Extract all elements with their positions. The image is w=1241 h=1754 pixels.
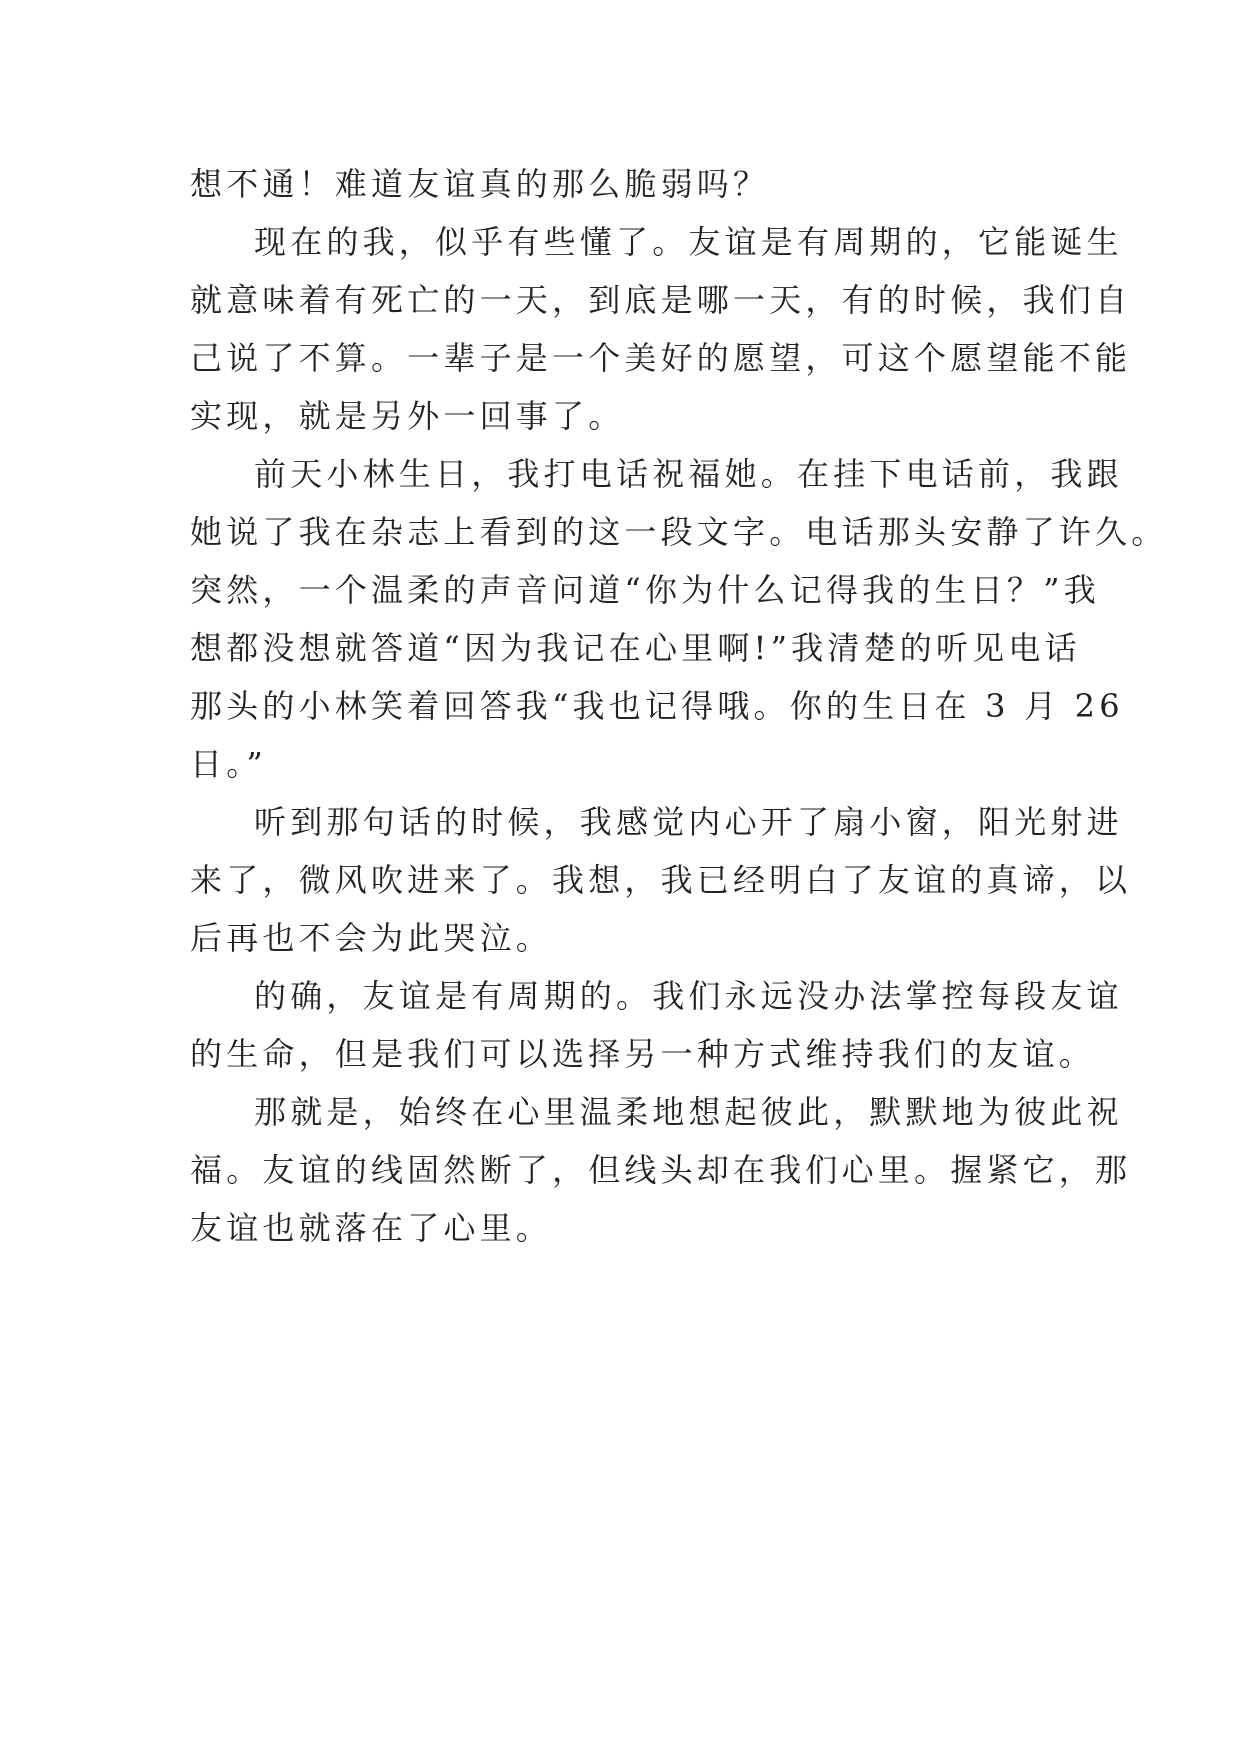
text-line: 想不通！难道友谊真的那么脆弱吗？ bbox=[190, 165, 770, 203]
paragraph bbox=[190, 213, 1132, 445]
text-line: 来了，微风吹进来了。我想，我已经明白了友谊的真谛，以 bbox=[190, 861, 1132, 899]
paragraph bbox=[190, 155, 1052, 213]
document-body bbox=[190, 155, 1168, 1257]
paragraph bbox=[190, 1083, 1132, 1257]
text-line: 前天小林生日，我打电话祝福她。在挂下电话前，我跟 bbox=[254, 455, 1123, 493]
text-line: 友谊也就落在了心里。 bbox=[190, 1209, 553, 1247]
text-line: 福。友谊的线固然断了，但线头却在我们心里。握紧它，那 bbox=[190, 1151, 1132, 1189]
text-line: 日。” bbox=[190, 745, 267, 783]
text-line: 现在的我，似乎有些懂了。友谊是有周期的，它能诞生 bbox=[254, 223, 1123, 261]
text-line: 想都没想就答道“因为我记在心里啊!”我清楚的听见电话 bbox=[190, 629, 1081, 667]
text-line: 听到那句话的时候，我感觉内心开了扇小窗，阳光射进 bbox=[254, 803, 1123, 841]
paragraph bbox=[190, 445, 1168, 793]
paragraph bbox=[190, 967, 1123, 1083]
text-line: 她说了我在杂志上看到的这一段文字。电话那头安静了许久。 bbox=[190, 513, 1168, 551]
text-line: 就意味着有死亡的一天，到底是哪一天，有的时候，我们自 bbox=[190, 281, 1132, 319]
text-line: 己说了不算。一辈子是一个美好的愿望，可这个愿望能不能 bbox=[190, 339, 1132, 377]
text-line: 后再也不会为此哭泣。 bbox=[190, 919, 553, 957]
text-line: 那头的小林笑着回答我“我也记得哦。你的生日在 3 月 26 bbox=[190, 687, 1124, 725]
text-line: 那就是，始终在心里温柔地想起彼此，默默地为彼此祝 bbox=[254, 1093, 1123, 1131]
paragraph bbox=[190, 793, 1132, 967]
text-line: 的生命，但是我们可以选择另一种方式维持我们的友谊。 bbox=[190, 1035, 1096, 1073]
text-line: 实现，就是另外一回事了。 bbox=[190, 397, 625, 435]
text-line: 的确，友谊是有周期的。我们永远没办法掌控每段友谊 bbox=[254, 977, 1123, 1015]
text-line: 突然，一个温柔的声音问道“你为什么记得我的生日？”我 bbox=[190, 571, 1100, 609]
